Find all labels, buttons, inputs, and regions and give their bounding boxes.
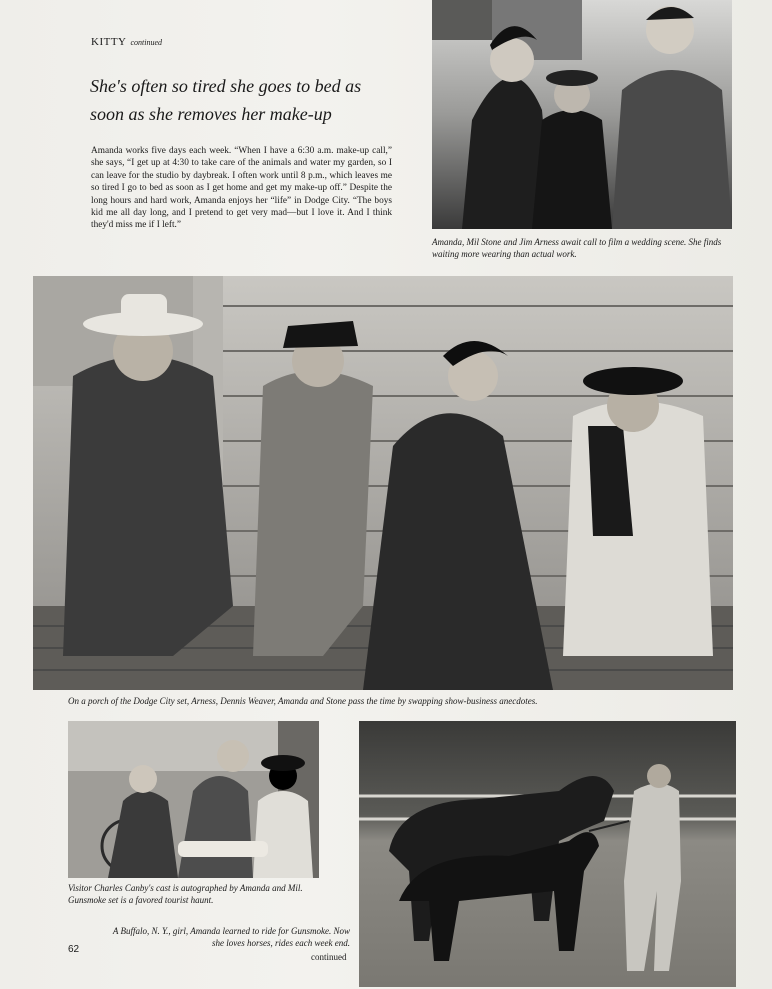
continued-tag: continued bbox=[130, 38, 163, 47]
photo-visitor bbox=[68, 721, 319, 878]
headline-line-2: soon as she removes her make-up bbox=[90, 104, 332, 124]
section-label bbox=[91, 36, 162, 48]
caption-horses: A Buffalo, N. Y., girl, Amanda learned to ride for Gunsmoke. Now she loves horses, rides each week end. bbox=[112, 926, 350, 948]
page-number: 62 bbox=[68, 944, 80, 955]
section-title: KITTY bbox=[91, 36, 127, 48]
caption-wedding-scene: Amanda, Mil Stone and Jim Arness await call to film a wedding scene. She finds waiting more wearing than actual work. bbox=[432, 237, 722, 259]
caption-visitor: Visitor Charles Canby's cast is autographed by Amanda and Mil. Gunsmoke set is a favored tourist haunt. bbox=[68, 883, 303, 905]
article-headline bbox=[90, 72, 410, 128]
photo-wedding-scene bbox=[432, 0, 732, 229]
article-body: Amanda works five days each week. “When I have a 6:30 a.m. make-up call,” she says, “I get up at 4:30 to take care of the animals and water my garden, so I can leave for the studio by daybreak. I often work until 8 p.m., which leaves me so tired I go to bed as soon as I get home and get my make-up off.” Despite the long hours and hard work, Amanda enjoys her “life” in Dodge City. “The boys kid me all day long, and I pretend to get very mad—but I love it. And I think they'd miss me if I left.” bbox=[91, 146, 392, 231]
continued-footer: continued bbox=[311, 952, 347, 962]
photo-horses bbox=[359, 721, 736, 987]
photo-porch bbox=[33, 276, 733, 690]
headline-line-1: She's often so tired she goes to bed as bbox=[90, 76, 362, 96]
caption-porch: On a porch of the Dodge City set, Arness, Dennis Weaver, Amanda and Stone pass the time by swapping show-business anecdotes. bbox=[68, 696, 538, 706]
